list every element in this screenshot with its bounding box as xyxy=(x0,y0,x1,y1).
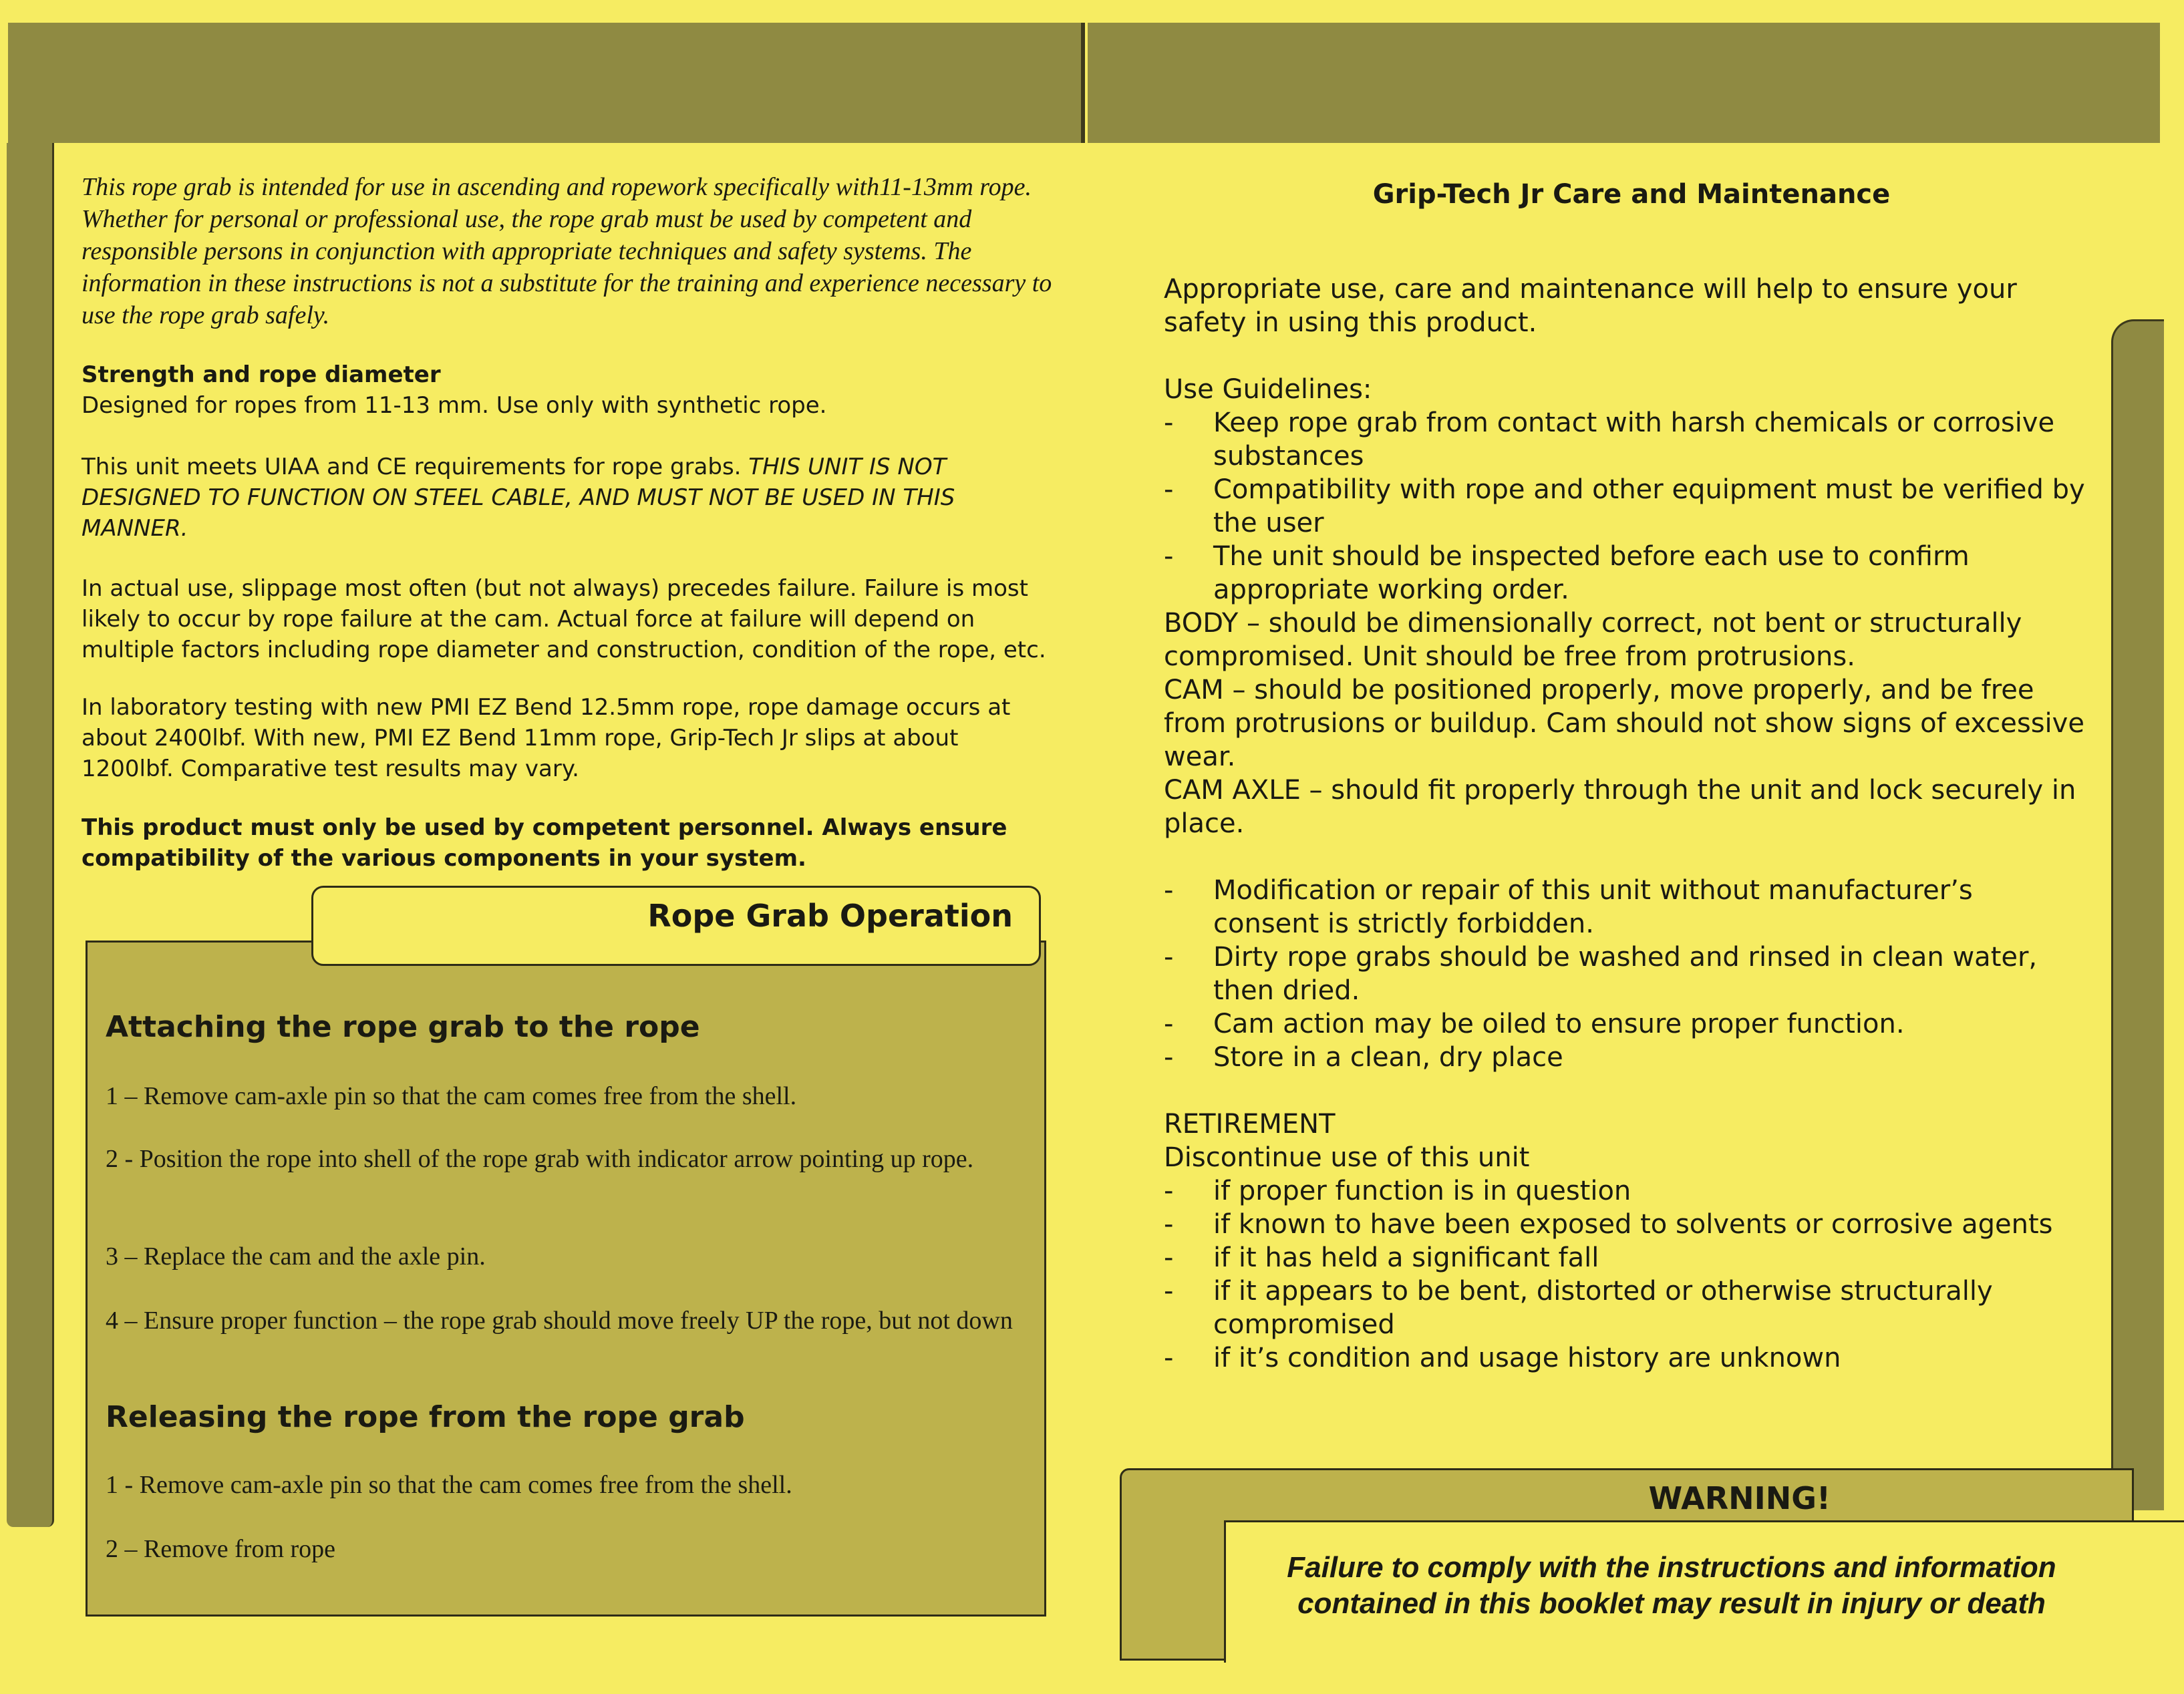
attach-heading: Attaching the rope grab to the rope xyxy=(106,1010,700,1044)
uiaa-paragraph xyxy=(82,452,1057,544)
retirement-item: - if it has held a significant fall xyxy=(1164,1242,1599,1273)
attach-step: 3 – Replace the cam and the axle pin. xyxy=(106,1242,486,1270)
axle-text: CAM AXLE – should fit properly through the unit and lock securely in place. xyxy=(1164,775,2076,839)
strength-heading: Strength and rope diameter xyxy=(82,361,441,388)
left-side-bar xyxy=(7,143,54,1527)
strength-text: Designed for ropes from 11-13 mm. Use only with synthetic rope. xyxy=(82,392,827,419)
attach-step: 1 – Remove cam-axle pin so that the cam comes free from the shell. xyxy=(106,1082,797,1110)
care-title: Grip-Tech Jr Care and Maintenance xyxy=(1372,179,1891,210)
intro-paragraph: This rope grab is intended for use in ascending and ropework specifically with11-13mm rope. Whether for personal or professional use, the rope grab must be used by competent and responsible persons in conjunction with appropriate techniques and safety systems. The information in these instructions is not a substitute for the training and experience necessary to use the rope grab safely. xyxy=(82,173,1052,329)
warning-title: WARNING! xyxy=(1648,1480,1831,1516)
release-step: 1 - Remove cam-axle pin so that the cam comes free from the shell. xyxy=(106,1471,792,1499)
guideline-item: - Cam action may be oiled to ensure proper function. xyxy=(1164,1009,1905,1039)
header-band-left xyxy=(8,23,1084,143)
guideline-item: - Store in a clean, dry place xyxy=(1164,1042,1563,1073)
body-text: BODY – should be dimensionally correct, not bent or structurally compromised. Unit should be free from protrusions. xyxy=(1164,608,2022,672)
care-intro: Appropriate use, care and maintenance will help to ensure your safety in using this product. xyxy=(1164,274,2017,338)
release-heading: Releasing the rope from the rope grab xyxy=(106,1400,745,1434)
uiaa-warning: THIS UNIT IS NOT DESIGNED TO FUNCTION ON STEEL CABLE, AND MUST NOT BE USED IN THIS MANNER. xyxy=(82,454,955,542)
uiaa-text: This unit meets UIAA and CE requirements for rope grabs. xyxy=(82,454,742,480)
retirement-item: - if known to have been exposed to solvents or corrosive agents xyxy=(1164,1209,2053,1240)
attach-step: 2 - Position the rope into shell of the rope grab with indicator arrow pointing up rope. xyxy=(106,1145,974,1173)
cam-text: CAM – should be positioned properly, move properly, and be free from protrusions or buildup. Cam should not show signs of excessive wear. xyxy=(1164,675,2084,772)
retirement-heading: RETIREMENT xyxy=(1164,1109,1336,1140)
retirement-intro: Discontinue use of this unit xyxy=(1164,1142,1530,1173)
competent-paragraph: This product must only be used by competent personnel. Always ensure compatibility of the various components in your system. xyxy=(82,814,1007,872)
slippage-paragraph: In actual use, slippage most often (but not always) precedes failure. Failure is most likely to occur by rope failure at the cam. Actual force at failure will depend on multiple factors including rope diameter and construction, condition of the rope, etc. xyxy=(82,575,1046,663)
warning-text: Failure to comply with the instructions and information contained in this booklet may result in injury or death xyxy=(1287,1551,2056,1620)
retirement-item: - if proper function is in question xyxy=(1164,1176,1631,1206)
header-band-divider xyxy=(1081,23,1085,143)
guideline-item: - The unit should be inspected before each use to confirm appropriate working order. xyxy=(1164,541,1970,605)
guidelines-heading: Use Guidelines: xyxy=(1164,374,1372,405)
retirement-item: - if it appears to be bent, distorted or otherwise structurally compromised xyxy=(1164,1276,1993,1340)
operation-title: Rope Grab Operation xyxy=(647,898,1013,934)
guideline-item: - Modification or repair of this unit without manufacturer’s consent is strictly forbidden. xyxy=(1164,875,1973,939)
right-side-bar xyxy=(2111,319,2164,1510)
strength-section xyxy=(82,359,1057,421)
lab-paragraph: In laboratory testing with new PMI EZ Bend 12.5mm rope, rope damage occurs at about 2400lbf. With new, PMI EZ Bend 11mm rope, Grip-Tech Jr slips at about 1200lbf. Comparative test results may vary. xyxy=(82,694,1011,782)
header-band-right xyxy=(1088,23,2160,143)
guideline-item: - Compatibility with rope and other equipment must be verified by the user xyxy=(1164,474,2085,538)
release-step: 2 – Remove from rope xyxy=(106,1535,336,1563)
retirement-item: - if it’s condition and usage history are unknown xyxy=(1164,1343,1841,1373)
attach-step: 4 – Ensure proper function – the rope grab should move freely UP the rope, but not down xyxy=(106,1307,1013,1335)
guideline-item: - Dirty rope grabs should be washed and rinsed in clean water, then dried. xyxy=(1164,942,2038,1006)
guideline-item: - Keep rope grab from contact with harsh chemicals or corrosive substances xyxy=(1164,407,2055,472)
care-section xyxy=(1164,273,2086,1375)
